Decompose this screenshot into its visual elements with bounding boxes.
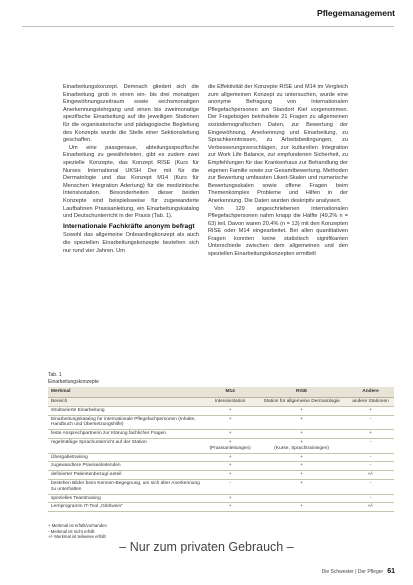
table-row — [48, 453, 394, 462]
criterion-cell: Einarbeitungskatalog für internationale Pflegefachpersonen (Inhalte, Handbuch und Übersetzungshilfe) — [48, 415, 204, 430]
concepts-table — [48, 387, 394, 512]
andere-cell: - — [347, 494, 394, 503]
table-row — [48, 415, 394, 430]
rise-cell: + — [256, 453, 347, 462]
m14-cell: + — [204, 503, 256, 512]
rise-cell: + — [256, 406, 347, 415]
table-caption — [48, 372, 99, 385]
table-subheader-row — [48, 398, 394, 407]
paragraph: Einarbeitungskonzept. Demnach gliedert sich die Einarbeitung grob in einen ein- bis drei monatigen Eingewöhnungszeitraum sowie sechsmonatigen Anerkennungslehrgang und einen bis zweimonatige spezifische Einarbeitung auf die jeweiligen Stationen für die organisatorische und pädagogische Begleitung des Konzepts wurde die Stelle einer Sektionsleitung geschaffen. — [63, 84, 199, 144]
andere-cell: - — [347, 453, 394, 462]
table-title: Einarbeitungskonzepte — [48, 378, 99, 385]
andere-cell: +/- — [347, 471, 394, 480]
m14-cell: + — [204, 453, 256, 462]
section-header: Pflegemanagement — [317, 8, 395, 18]
rise-cell — [256, 494, 347, 503]
m14-cell: - — [204, 479, 256, 494]
criterion-cell: regelmäßige Sprachunterricht auf der Station — [48, 438, 204, 453]
criterion-cell: definierter Patientenbezug/-anteil — [48, 471, 204, 480]
criterion-cell: bestehen Bilder beim Kennen-Begegnung, um sich über Anerkennung zu unterhalten — [48, 479, 204, 494]
table-row — [48, 438, 394, 453]
header-rise: RISE — [256, 387, 347, 398]
footnote: +/- Merkmal ist teilweise erfüllt — [48, 534, 106, 540]
paragraph: die Effektivität der Konzepte RISE und M14 im Vergleich zum allgemeinen Konzept zu untersuchen, wurde eine anonyme Befragung von internationalen Pflegefachpersonen am Standort Kiel vorgenommen. Der Fragebogen beinhaltete 21 Fragen zu allgemeinen soziodemografischen Daten, zur Bewertung der Eingewöhnung, Anerkennung und Einarbeitung, zu Sprachkenntnissen, zu Arbeitsbedingungen, zu Verbesserungsvorschlägen, zur kulturellen Integration zur Work Life Balance, zur empfundenen Sicherheit, zu Empfehlungen für das Krankenhaus zur Behandlung der eigenen Familie sowie zur Gesamtbewertung. Methoden zur Bewertung umfassten Likert-Skalen und numerische Bewertungsskalen sowie offene Fragen beim Themenkomplex Probleme und Hilfen in der Anerkennung. Die Daten wurden deskriptiv analysiert. — [208, 84, 348, 204]
criterion-cell: zugewandtere Praxisanleitenden — [48, 462, 204, 471]
andere-cell: + — [347, 430, 394, 439]
header-m14: M14 — [204, 387, 256, 398]
andere-cell: - — [347, 479, 394, 494]
table-row — [48, 471, 394, 480]
subheader-andere: andere Stationen — [347, 398, 394, 407]
criterion-cell: spezielles Teamtraining — [48, 494, 204, 503]
right-text-column — [208, 84, 348, 259]
criterion-cell: Übergabetraining — [48, 453, 204, 462]
m14-cell: + — [204, 415, 256, 430]
journal-name: Die Schwester | Der Pfleger — [321, 569, 384, 575]
m14-cell: + — [204, 494, 256, 503]
table-row — [48, 503, 394, 512]
left-text-column — [63, 84, 199, 255]
m14-cell: + (Praxisanleitungen) — [204, 438, 256, 453]
paragraph: Sowohl das allgemeine Onboardingkonzept als auch die speziellen Einarbeitungskonzepte beziehen sich nur rund vier Jahren. Um — [63, 232, 199, 254]
table-footnotes — [48, 523, 107, 540]
rise-cell: + — [256, 503, 347, 512]
andere-cell: +/- — [347, 503, 394, 512]
m14-cell: + — [204, 430, 256, 439]
andere-cell: - — [347, 462, 394, 471]
header-rule — [22, 26, 394, 27]
header-andere: Andere — [347, 387, 394, 398]
andere-cell: - — [347, 438, 394, 453]
watermark-text: – Nur zum privaten Gebrauch – — [119, 540, 294, 554]
table-row — [48, 406, 394, 415]
subheader-m14: Intensivstation — [204, 398, 256, 407]
footnote: + Merkmal ist erfüllt/vorhanden — [48, 523, 107, 528]
paragraph: Von 129 angeschriebenen internationalen Pflegefachpersonen nahm knapp die Hälfte (49,2% n = 63) teil. Davon waren 20,4% (n = 13) mit den Konzepten RISE oder M14 eingearbeitet. Bei allen quantitativen Fragen konnten keine statistisch signifikanten Unterschiede zwischen dem allgemeinen und den speziellen Einarbeitungskonzepten ermittelt — [208, 205, 348, 258]
table-number: Tab. 1 — [48, 372, 62, 378]
subheader-rise: Station für allgemeine Dermatologie — [256, 398, 347, 407]
criterion-cell: Lernprogramm IT-Tool „Glühwein“ — [48, 503, 204, 512]
table-row — [48, 479, 394, 494]
rise-cell: + — [256, 471, 347, 480]
page-number: 61 — [387, 568, 395, 575]
subheading: Internationale Fachkräfte anonym befragt — [63, 222, 195, 230]
m14-cell: + — [204, 406, 256, 415]
andere-cell: - — [347, 415, 394, 430]
criterion-cell: strukturierte Einarbeitung — [48, 406, 204, 415]
table-row — [48, 462, 394, 471]
rise-cell: + — [256, 415, 347, 430]
m14-cell: + — [204, 471, 256, 480]
criterion-cell: feste Ansprechpartnerin zur Klärung fachlicher Fragen — [48, 430, 204, 439]
rise-cell: + — [256, 479, 347, 494]
footnote: - Merkmal ist nicht erfüllt — [48, 528, 95, 534]
rise-cell: + — [256, 462, 347, 471]
header-merkmal: Merkmal — [48, 387, 204, 398]
m14-cell: + — [204, 462, 256, 471]
table-row — [48, 430, 394, 439]
rise-cell: + — [256, 430, 347, 439]
paragraph: Um eine passgenaue, abteilungsspezifische Einarbeitung zu gewährleisten, gibt es zudem zwei spezielle Konzepte, das Konzept RISE (Kurs für Nurses International UKSH Der mit für die Dermatologie und das Konzept M14 (Kurs für Menschen Integration Adertung) für die medizinische Intensivstation. Besonderheiten dieser beiden Konzepte sind beispielsweise für zugewanderte Laufbahnen Praxisanleitung, ein Einarbeitungskatalog und Deutschunterricht in der Praxis (Tab. 1). — [63, 144, 199, 220]
table-row — [48, 494, 394, 503]
andere-cell: + — [347, 406, 394, 415]
rise-cell: + (Kurse, Sprachtrainingen) — [256, 438, 347, 453]
subheader-bereich: Bereich — [48, 398, 204, 407]
table-header-row — [48, 387, 394, 398]
page-footer — [322, 568, 395, 575]
